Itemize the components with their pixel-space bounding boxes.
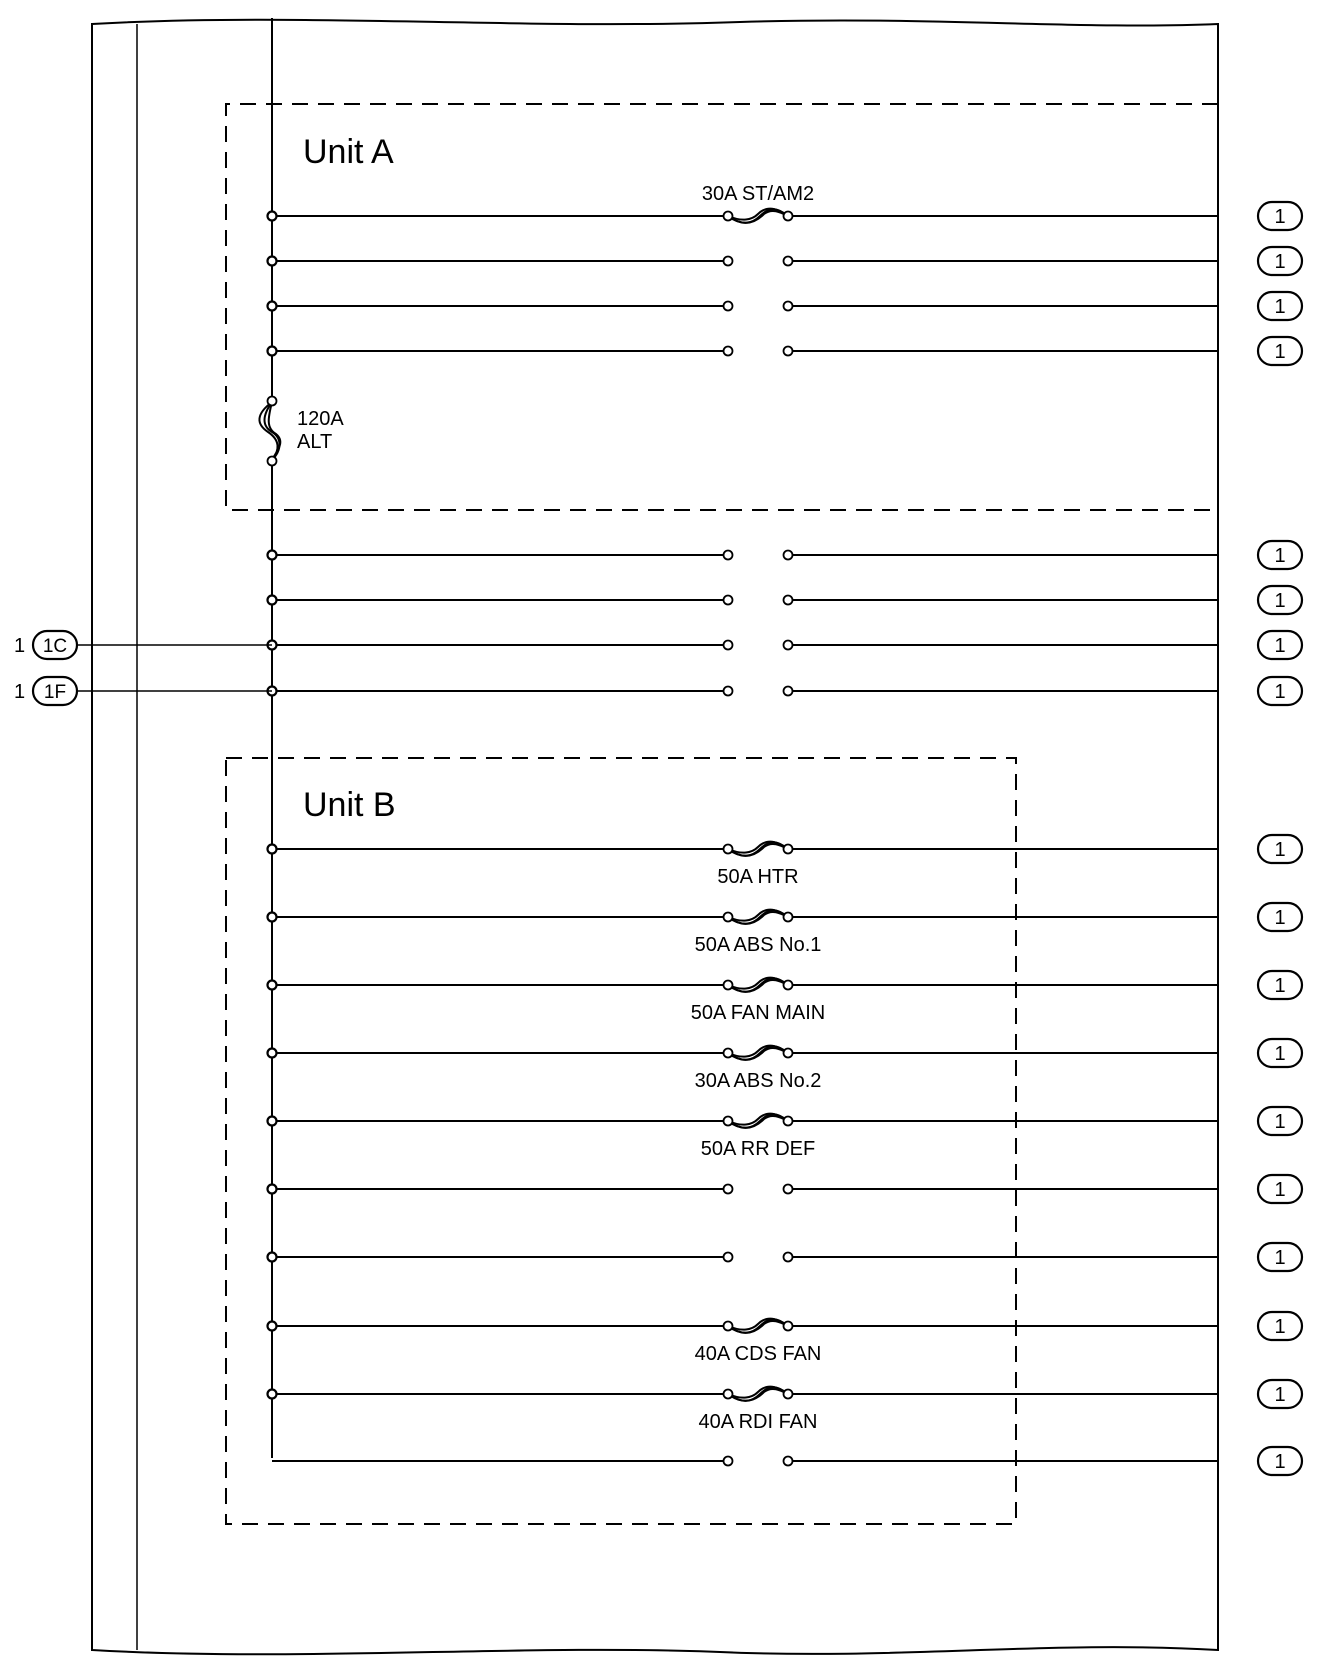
connector-label: 1 [1274,590,1286,612]
alt-fuse [259,397,280,466]
fuse-terminal-right [784,302,793,311]
connector-label: 1 [1274,251,1286,273]
circuit-row [268,1380,1303,1433]
sheet-outline [92,20,1218,1655]
fuse-terminal-left [724,302,733,311]
connector-label: 1 [1274,907,1286,929]
bus-junction [268,257,277,266]
circuit-row [268,903,1303,956]
fuse-terminal-right [784,1253,793,1262]
alt-fuse-rating: 120A [297,408,344,430]
connector-label: 1 [1274,1247,1286,1269]
circuit-row [268,1312,1303,1365]
unit-b-box [226,758,1016,1524]
left-input-code: 1C [42,636,68,657]
connector-label: 1 [1274,1451,1286,1473]
circuit-row [268,247,1303,275]
bus-junction [268,551,277,560]
bus-junction [268,1049,277,1058]
unit-a-label: Unit A [303,133,394,171]
fuse-link [728,910,788,924]
fuse-label: 50A ABS No.1 [694,934,822,956]
fuse-terminal-left [724,1253,733,1262]
fuse-terminal-left [724,845,733,854]
connector-label: 1 [1274,975,1286,997]
fuse-label: 50A FAN MAIN [690,1002,826,1024]
bus-junction [268,981,277,990]
circuit-row [268,337,1303,365]
fuse-terminal-right [784,551,793,560]
connector-label: 1 [1274,1384,1286,1406]
bus-junction [268,1322,277,1331]
bus-junction [268,1253,277,1262]
connector-label: 1 [1274,635,1286,657]
fuse-link [728,1387,788,1401]
circuit-row [268,1039,1303,1092]
fuse-terminal-right [784,347,793,356]
fuse-terminal-right [784,1049,793,1058]
fuse-link [728,1114,788,1128]
circuit-row [268,835,1303,888]
circuit-row [272,1447,1302,1475]
fuse-terminal-right [784,1390,793,1399]
fuse-terminal-right [784,596,793,605]
fuse-label: 50A RR DEF [700,1138,816,1160]
fuse-terminal-right [784,641,793,650]
bus-junction [268,913,277,922]
bus-junction [268,347,277,356]
fuse-label: 40A RDI FAN [698,1411,818,1433]
fuse-label: 50A HTR [717,866,799,888]
fuse-terminal-right [784,1117,793,1126]
fuse-terminal-right [784,212,793,221]
connector-label: 1 [1274,341,1286,363]
fuse-terminal-left [724,1185,733,1194]
fuse-label: 30A ST/AM2 [701,183,815,205]
circuit-row [268,1175,1303,1203]
fuse-terminal-right [784,257,793,266]
fuse-terminal-left [724,687,733,696]
connector-label: 1 [1274,1179,1286,1201]
fuse-link [728,978,788,992]
fuse-terminal-left [724,981,733,990]
fuse-label: 40A CDS FAN [694,1343,822,1365]
fuse-terminal-right [784,913,793,922]
fuse-terminal-right [784,845,793,854]
bus-junction [268,212,277,221]
circuit-row [268,1107,1303,1160]
fuse-terminal-left [724,1049,733,1058]
fuse-terminal-right [784,1457,793,1466]
fuse-terminal-left [724,1390,733,1399]
fuse-link [728,209,788,223]
circuit-row [14,631,1302,659]
left-input-prefix: 1 [14,681,26,703]
connector-label: 1 [1274,206,1286,228]
connector-label: 1 [1274,296,1286,318]
bus-junction [268,1117,277,1126]
bus-junction [268,845,277,854]
unit-b-label: Unit B [303,786,396,824]
fuse-terminal-right [784,981,793,990]
fuse-terminal-left [724,347,733,356]
fuse-terminal-left [724,913,733,922]
alt-fuse-name: ALT [297,431,333,453]
fuse-terminal-right [784,1322,793,1331]
connector-label: 1 [1274,545,1286,567]
circuit-row [268,1243,1303,1271]
left-input-code: 1F [43,682,67,703]
connector-label: 1 [1274,1316,1286,1338]
circuit-row [14,677,1302,705]
fuse-terminal-left [724,641,733,650]
fuse-terminal-left [724,257,733,266]
bus-junction [268,1390,277,1399]
fuse-link [728,842,788,856]
connector-label: 1 [1274,1111,1286,1133]
bus-junction [268,596,277,605]
connector-label: 1 [1274,839,1286,861]
left-input-prefix: 1 [14,635,26,657]
circuit-row [268,541,1303,569]
connector-label: 1 [1274,681,1286,703]
fuse-link [728,1319,788,1333]
circuit-row [268,292,1303,320]
fuse-terminal-left [724,596,733,605]
fuse-link [728,1046,788,1060]
bus-junction [268,1185,277,1194]
fuse-terminal-left [724,1117,733,1126]
bus-junction [268,302,277,311]
fuse-terminal-left [724,1457,733,1466]
circuit-row [268,971,1303,1024]
fuse-terminal-left [724,551,733,560]
fuse-terminal-left [724,212,733,221]
circuit-rows [14,183,1302,1475]
connector-label: 1 [1274,1043,1286,1065]
fuse-terminal-left [724,1322,733,1331]
fuse-terminal-right [784,1185,793,1194]
circuit-row [268,183,1303,230]
fuse-terminal-right [784,687,793,696]
circuit-row [268,586,1303,614]
fuse-label: 30A ABS No.2 [694,1070,822,1092]
